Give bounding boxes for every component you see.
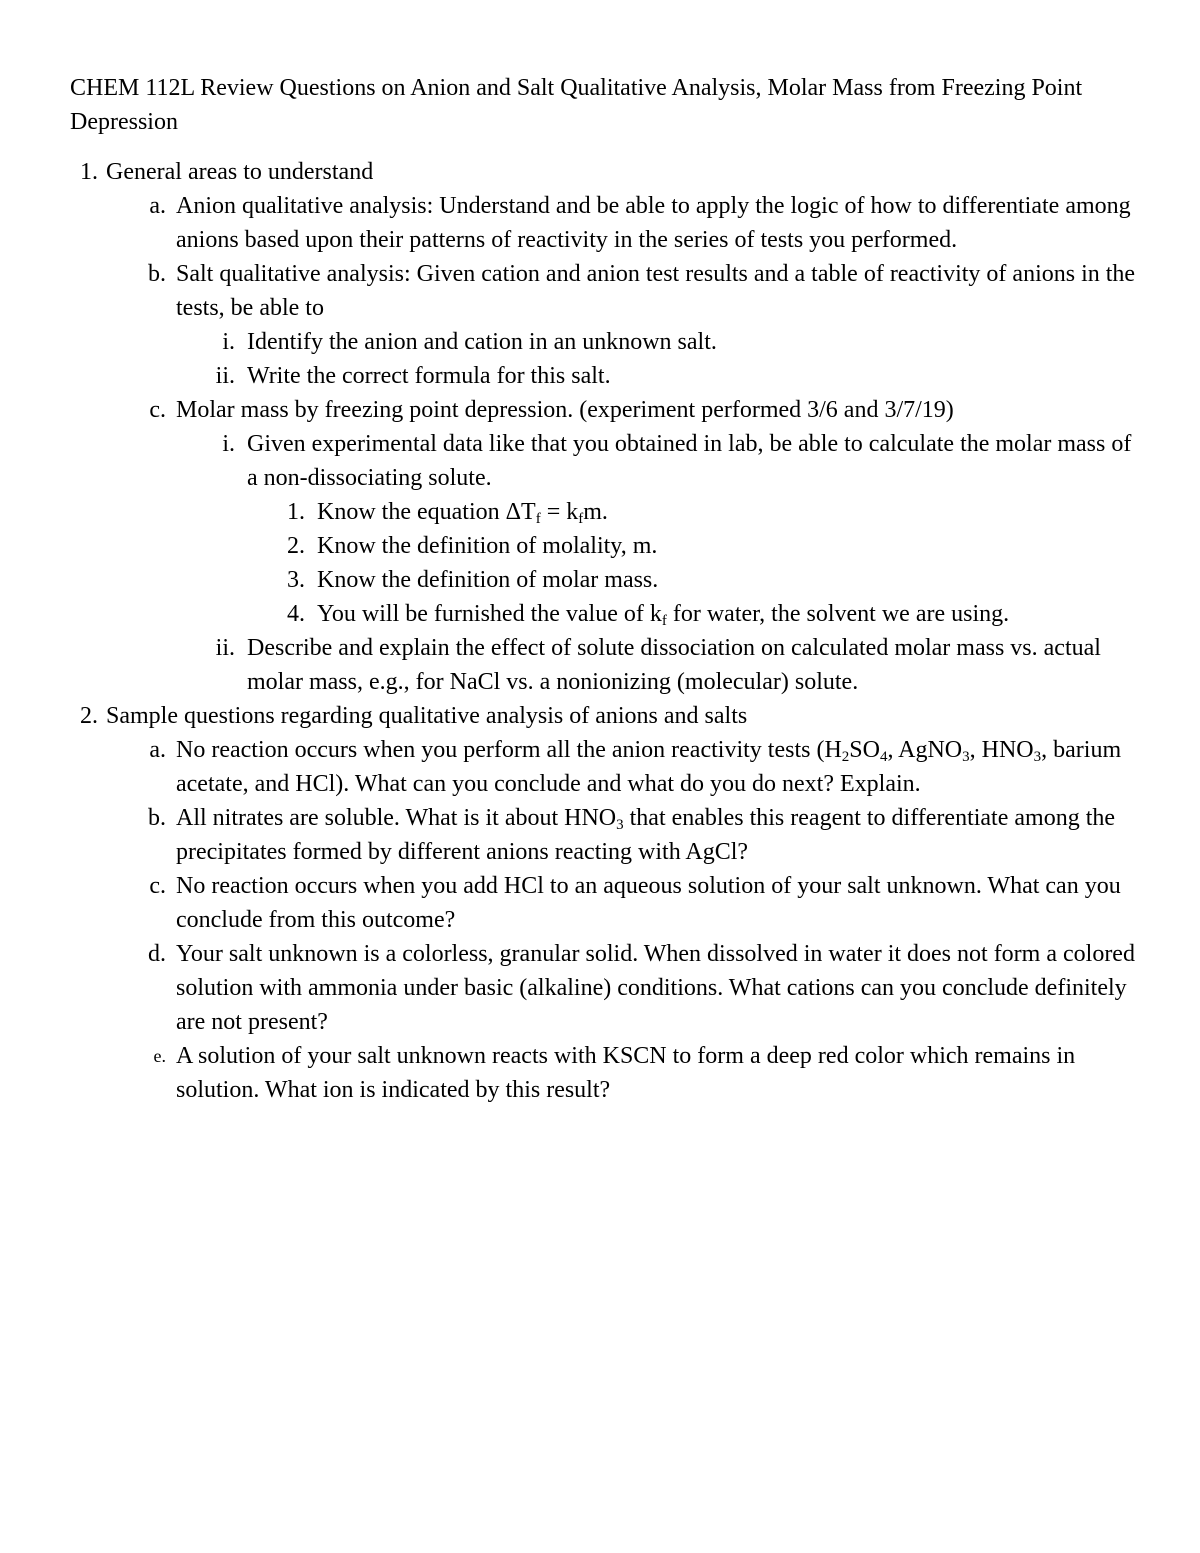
list-marker: 1. bbox=[287, 499, 305, 525]
text-part: SO bbox=[849, 737, 880, 763]
list-item-text: Sample questions regarding qualitative analysis of anions and salts bbox=[106, 703, 748, 729]
list-marker: 1. bbox=[80, 159, 98, 185]
equation-text bbox=[317, 495, 1140, 529]
list-item-text bbox=[176, 801, 1140, 869]
list-item-text bbox=[317, 597, 1140, 631]
list-marker: b. bbox=[148, 805, 166, 831]
list-item-text: Write the correct formula for this salt. bbox=[247, 363, 611, 389]
list-item-text: Salt qualitative analysis: Given cation and anion test results and a table of reactivity of anions in the tests, be able to bbox=[176, 261, 1136, 321]
list-item-2d bbox=[70, 937, 1140, 1039]
subscript: 4 bbox=[879, 749, 888, 765]
list-item-1b-ii bbox=[70, 359, 1140, 393]
list-marker: a. bbox=[149, 193, 166, 219]
list-marker: d. bbox=[148, 941, 166, 967]
list-item-1c-i-2 bbox=[70, 529, 1140, 563]
list-item-text: General areas to understand bbox=[106, 159, 374, 185]
text-part: , HNO bbox=[969, 737, 1034, 763]
list-marker: b. bbox=[148, 261, 166, 287]
list-item-1c bbox=[70, 393, 1140, 427]
list-marker: a. bbox=[149, 737, 166, 763]
list-item-text: Know the definition of molality, m. bbox=[317, 533, 658, 559]
text-part: All nitrates are soluble. What is it about HNO bbox=[176, 805, 617, 831]
text-part: = k bbox=[540, 499, 579, 525]
subscript: 2 bbox=[841, 749, 850, 765]
subscript: 3 bbox=[962, 749, 970, 765]
list-item-text: Molar mass by freezing point depression. (experiment performed 3/6 and 3/7/19) bbox=[176, 397, 954, 423]
list-item-text: Identify the anion and cation in an unknown salt. bbox=[247, 329, 717, 355]
list-item-1b bbox=[70, 257, 1140, 325]
list-item-text: Anion qualitative analysis: Understand and be able to apply the logic of how to differentiate among anions based upon their patterns of reactivity in the series of tests you performed. bbox=[176, 193, 1131, 253]
list-item-text: Given experimental data like that you obtained in lab, be able to calculate the molar mass of a non-dissociating solute. bbox=[247, 431, 1132, 491]
list-item-1c-ii bbox=[70, 631, 1140, 699]
list-item-text: Know the definition of molar mass. bbox=[317, 567, 659, 593]
list-marker: 2. bbox=[287, 533, 305, 559]
list-marker: 3. bbox=[287, 567, 305, 593]
list-item-1c-i-1 bbox=[70, 495, 1140, 529]
text-part: , barium acetate, and HCl). What can you conclude and what do you do next? Explain. bbox=[176, 737, 1122, 797]
list-marker: c. bbox=[149, 873, 166, 899]
text-part: You will be furnished the value of k bbox=[317, 601, 662, 627]
subscript: 3 bbox=[1033, 749, 1042, 765]
list-marker: ii. bbox=[215, 363, 235, 389]
list-marker: i. bbox=[222, 329, 235, 355]
list-item-text: Describe and explain the effect of solute dissociation on calculated molar mass vs. actual molar mass, e.g., for NaCl vs. a nonionizing (molecular) solute. bbox=[247, 635, 1101, 695]
subscript: f bbox=[535, 511, 541, 527]
list-item-text: Your salt unknown is a colorless, granular solid. When dissolved in water it does not form a colored solution with ammonia under basic (alkaline) conditions. What cations can you conclude definitely are not present? bbox=[176, 941, 1135, 1035]
list-item-2a bbox=[70, 733, 1140, 801]
list-item-1c-i bbox=[70, 427, 1140, 495]
subscript: 3 bbox=[616, 817, 624, 833]
subscript: f bbox=[661, 613, 667, 629]
subscript: f bbox=[578, 511, 584, 527]
list-marker: 2. bbox=[80, 703, 98, 729]
text-part: that enables this reagent to differentiate among the precipitates formed by different anions reacting with AgCl? bbox=[176, 805, 1116, 865]
text-part: , AgNO bbox=[887, 737, 963, 763]
document-title: CHEM 112L Review Questions on Anion and Salt Qualitative Analysis, Molar Mass from Freezing Point Depression bbox=[70, 75, 1083, 135]
text-part: No reaction occurs when you perform all the anion reactivity tests (H bbox=[176, 737, 842, 763]
list-item-text: No reaction occurs when you add HCl to an aqueous solution of your salt unknown. What can you conclude from this outcome? bbox=[176, 873, 1121, 933]
list-marker: ii. bbox=[215, 635, 235, 661]
list-item-1c-i-3 bbox=[70, 563, 1140, 597]
text-part: for water, the solvent we are using. bbox=[666, 601, 1010, 627]
list-marker: e. bbox=[153, 1046, 166, 1066]
text-part: Know the equation ΔT bbox=[317, 499, 536, 525]
text-part: m. bbox=[583, 499, 608, 525]
document-page bbox=[70, 71, 1140, 1107]
list-marker: c. bbox=[149, 397, 166, 423]
list-marker: 4. bbox=[287, 601, 305, 627]
list-item-2c bbox=[70, 869, 1140, 937]
list-item-2 bbox=[70, 699, 1140, 733]
list-item-1 bbox=[70, 155, 1140, 189]
list-item-2e bbox=[70, 1039, 1140, 1107]
list-item-1a bbox=[70, 189, 1140, 257]
list-item-text bbox=[176, 733, 1140, 801]
list-item-text: A solution of your salt unknown reacts with KSCN to form a deep red color which remains in solution. What ion is indicated by this result? bbox=[176, 1043, 1076, 1103]
list-item-1b-i bbox=[70, 325, 1140, 359]
list-marker: i. bbox=[222, 431, 235, 457]
list-item-2b bbox=[70, 801, 1140, 869]
list-item-1c-i-4 bbox=[70, 597, 1140, 631]
